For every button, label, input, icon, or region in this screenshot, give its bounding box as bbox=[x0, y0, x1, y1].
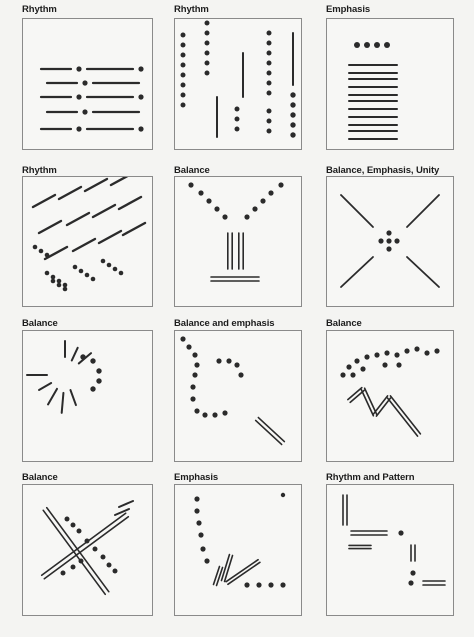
sketch-dot bbox=[194, 496, 199, 501]
sketch-dot bbox=[205, 41, 210, 46]
sketch-line bbox=[407, 195, 439, 227]
sketch-dot bbox=[346, 364, 351, 369]
panel-title: Rhythm bbox=[22, 165, 57, 176]
panel-title: Balance and emphasis bbox=[174, 318, 275, 329]
panel-title: Balance bbox=[22, 472, 58, 483]
sketch-dot bbox=[256, 582, 261, 587]
sketch-dot bbox=[384, 42, 390, 48]
sketch-dot bbox=[45, 253, 50, 258]
sketch-dot bbox=[85, 539, 90, 544]
sketch-dot bbox=[192, 352, 197, 357]
sketch-line bbox=[99, 231, 121, 243]
sketch-dot bbox=[374, 42, 380, 48]
pencil-sketch bbox=[327, 485, 454, 616]
sketch-line bbox=[341, 257, 373, 287]
pencil-sketch bbox=[175, 331, 302, 462]
sketch-dot bbox=[267, 31, 272, 36]
sketch-dot bbox=[198, 190, 203, 195]
sketch-dot bbox=[194, 362, 199, 367]
sketch-dot bbox=[79, 269, 84, 274]
sketch-dot bbox=[404, 348, 409, 353]
pencil-sketch bbox=[175, 19, 302, 150]
pencil-sketch bbox=[327, 177, 454, 307]
pencil-sketch bbox=[23, 485, 153, 616]
sketch-dot bbox=[80, 354, 85, 359]
sketch-dot bbox=[364, 42, 370, 48]
panel-title: Emphasis bbox=[326, 4, 371, 15]
sketch-panel bbox=[22, 176, 153, 307]
sketch-dot bbox=[386, 230, 391, 235]
sketch-panel bbox=[22, 18, 153, 150]
sketch-dot bbox=[267, 109, 272, 114]
panel-title: Emphasis bbox=[174, 472, 219, 483]
sketch-dot bbox=[244, 582, 249, 587]
sketch-panel bbox=[174, 18, 302, 150]
panel-title: Rhythm bbox=[22, 4, 57, 15]
sketch-line bbox=[388, 398, 418, 436]
sketch-dot bbox=[216, 358, 221, 363]
sketch-dot bbox=[181, 103, 186, 108]
sketch-line bbox=[33, 195, 55, 207]
sketch-line bbox=[407, 257, 439, 287]
sketch-dot bbox=[194, 408, 199, 413]
sketch-dot bbox=[205, 71, 210, 76]
sketch-dot bbox=[386, 246, 391, 251]
sketch-dot bbox=[394, 238, 399, 243]
sketch-dot bbox=[33, 245, 38, 250]
sketch-line bbox=[123, 223, 145, 235]
sketch-dot bbox=[65, 517, 70, 522]
sketch-dot bbox=[278, 182, 283, 187]
sketch-dot bbox=[290, 102, 295, 107]
sketch-dot bbox=[212, 412, 217, 417]
sketch-dot bbox=[396, 362, 401, 367]
sketch-dot bbox=[206, 198, 211, 203]
sketch-dot bbox=[408, 580, 413, 585]
sketch-line bbox=[70, 390, 75, 405]
sketch-dot bbox=[71, 565, 76, 570]
pencil-sketch bbox=[23, 177, 153, 307]
panel-title: Rhythm bbox=[174, 4, 209, 15]
sketch-dot bbox=[76, 66, 81, 71]
sketch-dot bbox=[374, 352, 379, 357]
sketch-dot bbox=[226, 358, 231, 363]
sketch-line bbox=[72, 348, 78, 361]
sketch-dot bbox=[205, 21, 210, 26]
sketch-panel bbox=[326, 18, 454, 150]
sketch-dot bbox=[96, 378, 101, 383]
sketch-dot bbox=[76, 126, 81, 131]
sketch-dot bbox=[205, 31, 210, 36]
sketch-dot bbox=[82, 109, 87, 114]
sketch-dot bbox=[93, 547, 98, 552]
sketch-dot bbox=[260, 198, 265, 203]
sketch-line bbox=[47, 508, 109, 592]
sketch-dot bbox=[290, 122, 295, 127]
sketch-dot bbox=[73, 265, 78, 270]
sketch-dot bbox=[180, 336, 185, 341]
sketch-dot bbox=[198, 532, 203, 537]
sketch-dot bbox=[138, 66, 143, 71]
sketch-dot bbox=[350, 372, 355, 377]
sketch-dot bbox=[85, 273, 90, 278]
sketch-panel bbox=[326, 176, 454, 307]
panel-title: Balance bbox=[22, 318, 58, 329]
sketch-dot bbox=[222, 214, 227, 219]
sketch-dot bbox=[63, 287, 68, 292]
panel-title: Rhythm and Pattern bbox=[326, 472, 415, 483]
sketch-dot bbox=[414, 346, 419, 351]
sketch-dot bbox=[113, 267, 118, 272]
sketch-dot bbox=[119, 271, 124, 276]
sketch-panel bbox=[174, 176, 302, 307]
sketch-dot bbox=[188, 182, 193, 187]
sketch-dot bbox=[214, 206, 219, 211]
sketch-dot bbox=[205, 61, 210, 66]
sketch-dot bbox=[434, 348, 439, 353]
sketch-line bbox=[59, 187, 81, 199]
sketch-dot bbox=[181, 53, 186, 58]
sketch-dot bbox=[382, 362, 387, 367]
sketch-dot bbox=[91, 277, 96, 282]
sketch-line bbox=[115, 509, 129, 515]
sketch-line bbox=[111, 177, 133, 185]
sketch-dot bbox=[268, 190, 273, 195]
sketch-dot bbox=[138, 126, 143, 131]
sketch-dot bbox=[398, 530, 403, 535]
sketch-line bbox=[258, 418, 284, 442]
pencil-sketch bbox=[175, 485, 302, 616]
sketch-dot bbox=[79, 559, 84, 564]
sketch-dot bbox=[51, 275, 56, 280]
sketch-dot bbox=[181, 33, 186, 38]
sketch-dot bbox=[205, 51, 210, 56]
sketch-dot bbox=[267, 71, 272, 76]
sketch-dot bbox=[181, 63, 186, 68]
sketch-dot bbox=[267, 129, 272, 134]
sketch-dot bbox=[281, 493, 285, 497]
sketch-dot bbox=[364, 354, 369, 359]
sketch-dot bbox=[181, 43, 186, 48]
sketch-dot bbox=[290, 92, 295, 97]
sketch-dot bbox=[82, 80, 87, 85]
sketch-dot bbox=[200, 546, 205, 551]
sketch-line bbox=[85, 179, 107, 191]
pencil-sketch bbox=[175, 177, 302, 307]
panel-title: Balance bbox=[326, 318, 362, 329]
sketch-dot bbox=[190, 396, 195, 401]
sketch-dot bbox=[45, 271, 50, 276]
sketch-dot bbox=[190, 384, 195, 389]
sketch-dot bbox=[235, 117, 240, 122]
sketch-dot bbox=[354, 358, 359, 363]
sketch-dot bbox=[96, 368, 101, 373]
sketch-line bbox=[341, 195, 373, 227]
sketch-dot bbox=[267, 41, 272, 46]
sketch-dot bbox=[113, 569, 118, 574]
sketch-panel bbox=[174, 330, 302, 462]
panel-title: Balance bbox=[174, 165, 210, 176]
sketch-dot bbox=[235, 127, 240, 132]
sketch-dot bbox=[280, 582, 285, 587]
pencil-sketch bbox=[327, 19, 454, 150]
sketch-line bbox=[390, 396, 420, 434]
sketch-dot bbox=[386, 238, 391, 243]
sketch-dot bbox=[244, 214, 249, 219]
sketch-dot bbox=[354, 42, 360, 48]
sketch-dot bbox=[360, 366, 365, 371]
sketch-dot bbox=[267, 61, 272, 66]
sketch-panel bbox=[22, 484, 153, 616]
sketch-dot bbox=[90, 386, 95, 391]
sketch-dot bbox=[267, 51, 272, 56]
sketch-line bbox=[45, 247, 67, 259]
sketch-dot bbox=[63, 283, 68, 288]
sketch-dot bbox=[90, 358, 95, 363]
sketch-dot bbox=[290, 132, 295, 137]
sketch-dot bbox=[194, 508, 199, 513]
sketch-dot bbox=[76, 94, 81, 99]
sketch-dot bbox=[138, 94, 143, 99]
sketch-dot bbox=[235, 107, 240, 112]
sketch-panel bbox=[326, 330, 454, 462]
sketch-dot bbox=[394, 352, 399, 357]
sketch-dot bbox=[267, 81, 272, 86]
sketch-dot bbox=[181, 73, 186, 78]
sketch-panel bbox=[174, 484, 302, 616]
sketch-panel bbox=[326, 484, 454, 616]
sketch-dot bbox=[181, 93, 186, 98]
sketch-dot bbox=[57, 283, 62, 288]
sketch-dot bbox=[61, 571, 66, 576]
sketch-dot bbox=[204, 558, 209, 563]
sketch-dot bbox=[101, 259, 106, 264]
sketch-dot bbox=[57, 279, 62, 284]
sketch-line bbox=[39, 221, 61, 233]
sketch-dot bbox=[268, 582, 273, 587]
sketch-dot bbox=[107, 263, 112, 268]
sketch-line bbox=[62, 393, 64, 413]
sketch-dot bbox=[192, 372, 197, 377]
pencil-sketch bbox=[23, 19, 153, 150]
sketch-dot bbox=[384, 350, 389, 355]
sketch-dot bbox=[77, 529, 82, 534]
panel-title: Balance, Emphasis, Unity bbox=[326, 165, 440, 176]
sketch-line bbox=[119, 501, 133, 507]
sketch-line bbox=[119, 197, 141, 209]
sketch-dot bbox=[238, 372, 243, 377]
sketch-dot bbox=[424, 350, 429, 355]
sketch-dot bbox=[252, 206, 257, 211]
sketch-line bbox=[67, 213, 89, 225]
pencil-sketch bbox=[23, 331, 153, 462]
sketch-dot bbox=[410, 570, 415, 575]
sketch-line bbox=[48, 389, 57, 405]
sketch-dot bbox=[267, 91, 272, 96]
sketch-line bbox=[93, 205, 115, 217]
sketch-dot bbox=[181, 83, 186, 88]
sketch-line bbox=[73, 239, 95, 251]
sketch-line bbox=[228, 562, 260, 584]
sketch-dot bbox=[196, 520, 201, 525]
sketch-dot bbox=[101, 555, 106, 560]
sketch-dot bbox=[202, 412, 207, 417]
sketch-dot bbox=[340, 372, 345, 377]
sketch-dot bbox=[39, 249, 44, 254]
pencil-sketch bbox=[327, 331, 454, 462]
sketch-dot bbox=[107, 563, 112, 568]
sketch-line bbox=[39, 383, 51, 390]
sketch-dot bbox=[378, 238, 383, 243]
sketch-dot bbox=[267, 119, 272, 124]
sketch-dot bbox=[222, 410, 227, 415]
sketch-dot bbox=[290, 112, 295, 117]
sketch-dot bbox=[51, 279, 56, 284]
sketch-line bbox=[256, 420, 282, 444]
sketch-dot bbox=[234, 362, 239, 367]
sketch-dot bbox=[71, 523, 76, 528]
sketch-dot bbox=[186, 344, 191, 349]
sketch-panel bbox=[22, 330, 153, 462]
